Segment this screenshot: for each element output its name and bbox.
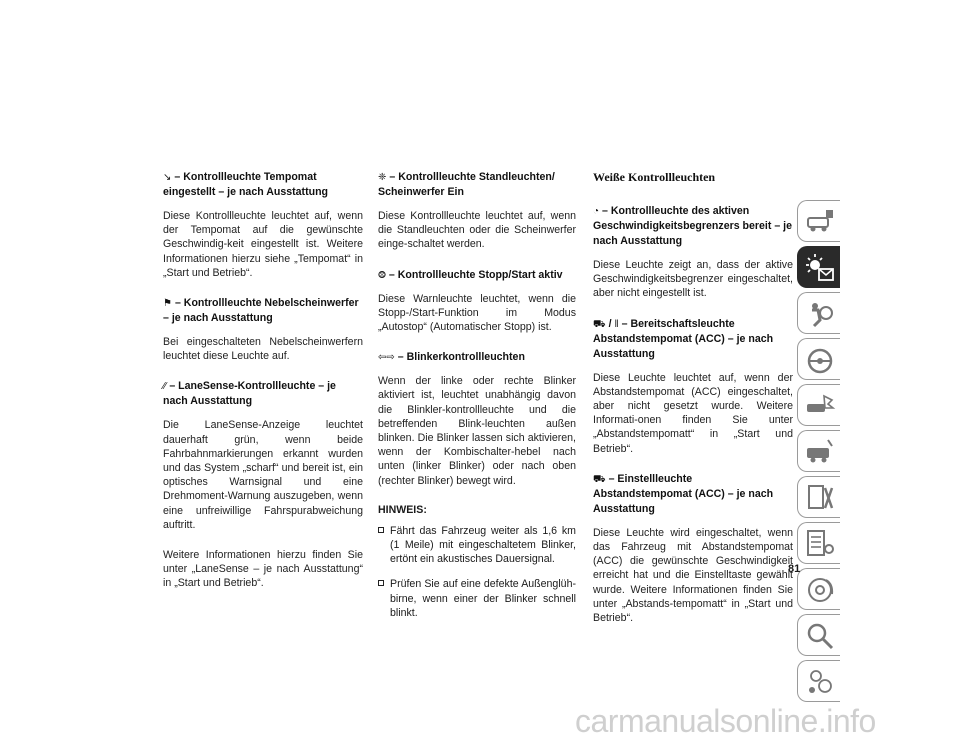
column-left: [163, 170, 363, 607]
section-title: Weiße Kontrollleuchten: [593, 170, 716, 184]
specifications-icon: [804, 528, 836, 560]
note-label: HINWEIS:: [378, 503, 427, 516]
heading-acc-set: ⛟ – Einstellleuchte Abstandstempomat (ACC) – je nach Ausstattung: [593, 472, 774, 515]
acc-ready-alt-icon: ‖: [614, 318, 619, 330]
heading-stop-start: ⨷ – Kontrollleuchte Stopp/Start aktiv: [378, 268, 563, 281]
tab-warning-lights[interactable]: [797, 246, 840, 288]
chapter-tabs: [797, 200, 843, 706]
multimedia-icon: [804, 574, 836, 606]
paragraph: Diese Kontrollleuchte leuchtet auf, wenn die Standleuchten oder die Scheinwerfer einge-schaltet werden.: [378, 210, 576, 251]
paragraph: Diese Warnleuchte leuchtet, wenn die Stopp-/Start-Funktion im Modus „Autostop“ (Automatischer Stopp) ist.: [378, 292, 576, 334]
airbag-icon: [804, 298, 836, 330]
tab-airbag[interactable]: [797, 292, 840, 334]
watermark: carmanualsonline.info: [575, 703, 876, 739]
tab-maintenance[interactable]: [797, 476, 840, 518]
car-info-icon: [804, 206, 836, 238]
tab-steering-wheel[interactable]: [797, 338, 840, 380]
acc-set-icon: ⛟: [593, 473, 606, 485]
lanesense-icon: ∕∕: [163, 381, 167, 393]
note-list: [378, 524, 576, 620]
tab-index[interactable]: [797, 614, 840, 656]
language-icon: [804, 666, 836, 698]
speed-limiter-icon: ◔: [593, 206, 600, 217]
stop-start-icon: ⨷: [378, 269, 386, 281]
paragraph: Die LaneSense-Anzeige leuchtet dauerhaft grün, wenn beide Fahrbahnmarkierungen erkannt wurden und das System „scharf“ und bereit ist, ein optisches Warnsignal und eine Drehmoment-Warnung auszugeben, wenn eine unfreiwillige Fahrspurabweichung auftritt.: [163, 419, 363, 531]
index-search-icon: [804, 620, 836, 652]
tab-service-car[interactable]: [797, 430, 840, 472]
parking-lights-icon: ❈: [378, 172, 387, 183]
heading-fog-lights: ⚑ – Kontrollleuchte Nebelscheinwerfer – je nach Ausstattung: [163, 297, 359, 325]
column-right: [593, 170, 793, 641]
checkbox-bullet-icon: [378, 527, 384, 533]
column-middle: [378, 170, 576, 631]
paragraph: Diese Kontrollleuchte leuchtet auf, wenn der Tempomat auf die gewünschte Geschwindig-keit eingestellt ist. Weitere Informationen hierzu siehe „Tempomat“ in „Start und Betrieb“.: [163, 210, 363, 279]
acc-ready-icon: ⛟: [593, 318, 606, 330]
tab-specifications[interactable]: [797, 522, 840, 564]
tab-language[interactable]: [797, 660, 840, 702]
fog-light-icon: ⚑: [163, 298, 172, 310]
heading-lanesense: ∕∕ – LaneSense-Kontrollleuchte – je nach Ausstattung: [163, 380, 336, 408]
page-number: 81: [788, 563, 801, 575]
heading-turn-signals: ⇦⇨ – Blinkerkontrollleuchten: [378, 351, 525, 364]
paragraph: Diese Leuchte zeigt an, dass der aktive Geschwindigkeitsbegrenzer eingeschaltet, aber nicht eingestellt ist.: [593, 259, 793, 300]
paragraph: Wenn der linke oder rechte Blinker aktiviert ist, leuchtet unabhängig davon die Blinkler-kontrollleuchte und die betreffenden Blink-leuchten außen blinken. Die Blinker lassen sich aktivieren, wenn der Kombischalter-hebel nach unten (linker Blinker) oder nach oben (rechter Blinker) bewegt wird.: [378, 375, 576, 487]
cruise-control-icon: ↘: [163, 172, 172, 183]
warning-lights-icon: [804, 252, 836, 284]
paragraph: Weitere Informationen hierzu finden Sie unter „LaneSense – je nach Ausstattung“ in „Start und Betrieb“.: [163, 549, 363, 590]
list-item: Fährt das Fahrzeug weiter als 1,6 km (1 Meile) mit eingeschaltetem Blinker, ertönt ein akustisches Dauersignal.: [378, 524, 576, 567]
heading-speed-limiter: ◔ – Kontrollleuchte des aktiven Geschwindigkeitsbegrenzers bereit – je nach Ausstattung: [593, 205, 793, 247]
tab-car-info[interactable]: [797, 200, 840, 242]
crash-icon: [804, 390, 836, 422]
checkbox-bullet-icon: [378, 580, 384, 586]
list-item: Prüfen Sie auf eine defekte Außenglüh-birne, wenn einer der Blinker schnell blinkt.: [378, 577, 576, 620]
steering-wheel-icon: [804, 344, 836, 376]
heading-cruise-control: ↘ – Kontrollleuchte Tempomat eingestellt – je nach Ausstattung: [163, 171, 329, 198]
maintenance-icon: [804, 482, 836, 514]
tab-crash[interactable]: [797, 384, 840, 426]
paragraph: Diese Leuchte wird eingeschaltet, wenn das Fahrzeug mit Abstandstempomat (ACC) die gewünschte Geschwindigkeit erreicht hat und die Einstelltaste gewählt wurde. Weitere Informationen finden Sie unter „Abstands-tempomatt“ in „Start und Betrieb“.: [593, 526, 793, 625]
paragraph: Bei eingeschalteten Nebelscheinwerfern leuchtet diese Leuchte auf.: [163, 336, 363, 363]
paragraph: Diese Leuchte leuchtet auf, wenn der Abstandstempomat (ACC) eingeschaltet, aber nicht gesetzt wurde. Weitere Informati-onen finden Sie unter „Abstandstempomatt“ in „Start und Betrieb“.: [593, 371, 793, 455]
heading-acc-ready: ⛟ / ‖ – Bereitschaftsleuchte Abstandstempomat (ACC) – je nach Ausstattung: [593, 317, 774, 360]
heading-parking-lights: ❈ – Kontrollleuchte Standleuchten/ Scheinwerfer Ein: [378, 171, 555, 198]
turn-signal-icon: ⇦⇨: [378, 352, 395, 364]
tab-multimedia[interactable]: [797, 568, 840, 610]
service-car-icon: [804, 436, 836, 468]
